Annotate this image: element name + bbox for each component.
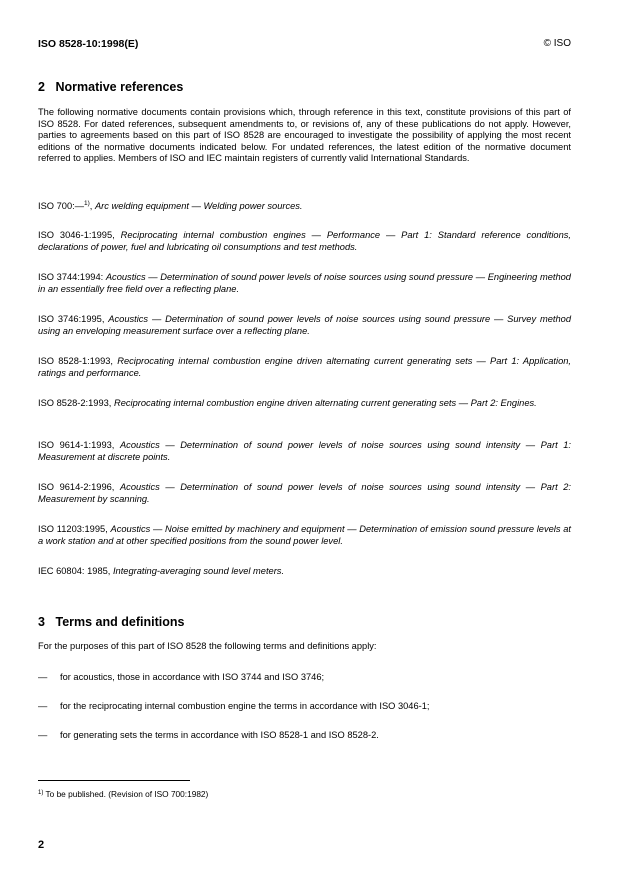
reference-entry [38,397,571,409]
reference-title: Acoustics — Noise emitted by machinery and equipment — Determination of emission sound pressure levels at a work station and at other specified positions from the sound power level. [38,524,571,547]
footnote [38,789,208,799]
reference-id: ISO 700:— [38,201,84,211]
footnote-divider [38,780,190,781]
reference-entry [38,481,571,506]
section-number: 2 [38,80,45,94]
reference-title: Integrating-averaging sound level meters. [112,566,285,576]
section-2-intro: The following normative documents contain provisions which, through reference in this text, constitute provisions of this part of ISO 8528. For dated references, subsequent amendments to, or revisions of, any of these publications do not apply. However, parties to agreements based on this part of ISO 8528 are encouraged to investigate the possibility of applying the most recent editions of the normative documents indicated below. For undated references, the latest edition of the normative document referred to applies. Members of ISO and IEC maintain registers of currently valid International Standards. [38,107,571,164]
list-item-text: for acoustics, those in accordance with ISO 3744 and ISO 3746; [60,672,325,682]
document-id: ISO 8528-10:1998(E) [38,38,139,50]
reference-title: Acoustics — Determination of sound power levels of noise sources using sound intensity — Part 1: Measurement at discrete points. [38,440,571,463]
reference-id: ISO 8528-2:1993, [38,398,112,408]
reference-id: ISO 9614-2:1996, [38,482,115,492]
reference-id: ISO 3746:1995, [38,314,105,324]
reference-title: Arc welding equipment — Welding power sources. [94,201,303,211]
list-dash: — [38,730,48,740]
section-3-heading [38,615,184,629]
footnote-mark: 1) [38,790,44,796]
reference-entry [38,565,571,577]
reference-title: Reciprocating internal combustion engine driven alternating current generating sets — Part 2: Engines. [114,398,537,408]
section-title: Normative references [55,80,184,94]
reference-id: ISO 8528-1:1993, [38,356,114,366]
footnote-marker: 1) [84,200,90,207]
reference-id: ISO 3046-1:1995, [38,230,115,240]
section-title: Terms and definitions [55,615,185,629]
list-dash: — [38,701,48,711]
reference-title: Acoustics — Determination of sound power levels of noise sources using sound pressure — Survey method using an enveloping measurement surface over a reflecting plane. [38,314,571,337]
reference-entry [38,229,571,254]
reference-entry [38,313,571,338]
section-3-intro: For the purposes of this part of ISO 8528 the following terms and definitions apply: [38,641,377,651]
list-item-text: for generating sets the terms in accordance with ISO 8528-1 and ISO 8528-2. [60,730,379,740]
reference-title: Acoustics — Determination of sound power levels of noise sources using sound intensity — Part 2: Measurement by scanning. [38,482,571,505]
reference-entry [38,439,571,464]
reference-entry [38,271,571,296]
list-item-text: for the reciprocating internal combustion engine the terms in accordance with ISO 3046-1; [60,701,430,711]
reference-title: Reciprocating internal combustion engines — Performance — Part 1: Standard reference conditions, declarations of power, fuel and lubricating oil consumptions and test methods. [38,230,571,253]
copyright-notice: © ISO [543,38,571,49]
reference-title: Acoustics — Determination of sound power levels of noise sources using sound pressure — Engineering method in an essentially free field over a reflecting plane. [38,272,571,295]
reference-id: IEC 60804: 1985, [38,566,111,576]
reference-id: ISO 11203:1995, [38,524,108,534]
reference-title: Reciprocating internal combustion engine driven alternating current generating sets — Part 1: Application, ratings and performance. [38,356,571,379]
list-dash: — [38,672,48,682]
reference-entry [38,523,571,548]
page-number: 2 [38,839,45,851]
list-item [38,700,571,712]
section-number: 3 [38,615,45,629]
reference-entry: ISO 700:—$^{1)}$, Arc welding equipment — Welding power sources. [38,200,303,211]
section-2-heading [38,80,183,94]
list-item [38,671,571,683]
footnote-text: To be published. (Revision of ISO 700:1982) [45,789,209,799]
list-item [38,729,571,741]
reference-id: ISO 9614-1:1993, [38,440,115,450]
reference-id: ISO 3744:1994: [38,272,104,282]
reference-entry [38,355,571,380]
